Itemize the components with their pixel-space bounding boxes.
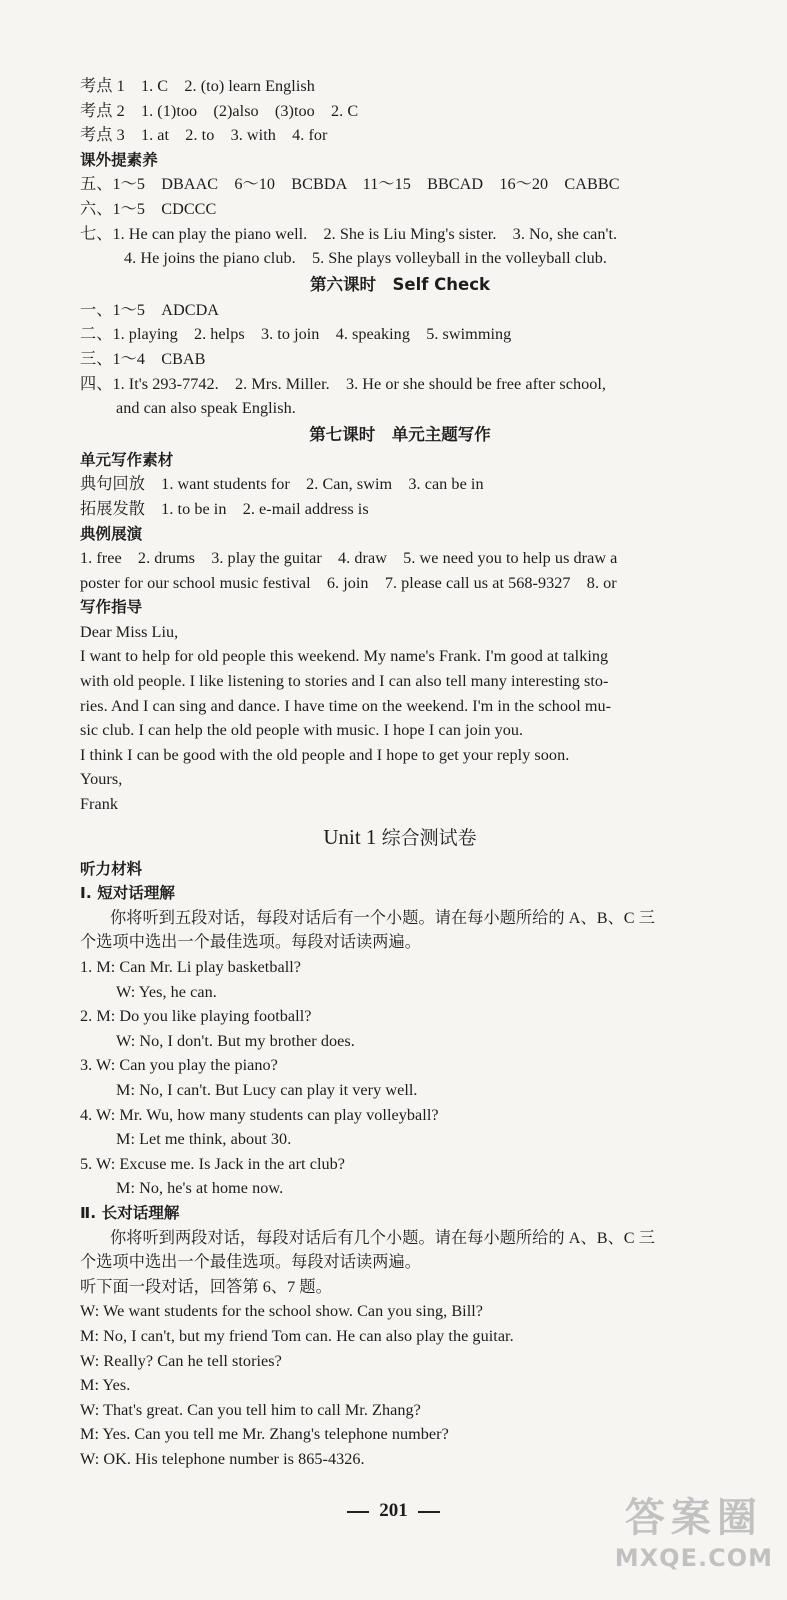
text-line: 1. free 2. drums 3. play the guitar 4. draw 5. we need you to help us draw a: [80, 549, 618, 568]
text-line: W: OK. His telephone number is 865-4326.: [80, 1449, 365, 1468]
text-line: 个选项中选出一个最佳选项。每段对话读两遍。: [80, 1253, 421, 1272]
text-line: 1. M: Can Mr. Li play basketball?: [80, 958, 302, 976]
text-line-indented: and can also speak English.: [116, 399, 296, 418]
text-line: Frank: [80, 795, 119, 814]
page-number-value: 201: [379, 1500, 408, 1521]
text-line: 二、1. playing 2. helps 3. to join 4. speaking 5. swimming: [80, 325, 512, 344]
text-line: 考点 1 1. C 2. (to) learn English: [80, 77, 315, 95]
watermark-logo-top: 答案圈: [624, 1495, 763, 1541]
text-line: 三、1～4 CBAB: [80, 349, 206, 368]
text-line: 一、1～5 ADCDA: [80, 300, 220, 319]
section-heading: 单元写作素材: [80, 450, 174, 469]
text-line: 七、1. He can play the piano well. 2. She is Liu Ming's sister. 3. No, she can't.: [80, 224, 618, 243]
watermark-logo: [615, 1492, 773, 1572]
page-number-dash-right: [418, 1511, 440, 1513]
section-heading: 课外提素养: [80, 150, 158, 169]
text-line: W: That's great. Can you tell him to call Mr. Zhang?: [80, 1400, 421, 1419]
lesson-title: 第六课时 Self Check: [310, 274, 490, 294]
text-line: 5. W: Excuse me. Is Jack in the art club?: [80, 1154, 346, 1173]
text-line: M: Yes. Can you tell me Mr. Zhang's telephone number?: [80, 1425, 449, 1444]
text-line-indented: W: Yes, he can.: [116, 982, 217, 1001]
text-line-indented: M: Let me think, about 30.: [116, 1130, 292, 1149]
section-heading: 写作指导: [80, 598, 143, 617]
text-line: 3. W: Can you play the piano?: [80, 1056, 278, 1075]
text-line: 考点 2 1. (1)too (2)also (3)too 2. C: [80, 101, 359, 120]
text-line: W: Really? Can he tell stories?: [80, 1351, 282, 1370]
text-line-indented: M: No, I can't. But Lucy can play it very well.: [116, 1080, 418, 1099]
text-line-indented: W: No, I don't. But my brother does.: [116, 1031, 355, 1050]
unit-title: [80, 820, 720, 855]
text-line: M: Yes.: [80, 1376, 131, 1395]
section-heading: 典例展演: [80, 524, 143, 543]
text-line: 五、1～5 DBAAC 6～10 BCBDA 11～15 BBCAD 16～20 CABBC: [80, 175, 620, 194]
text-line: 四、1. It's 293-7742. 2. Mrs. Miller. 3. He or she should be free after school,: [80, 374, 607, 393]
text-line: 听下面一段对话，回答第 6、7 题。: [80, 1277, 332, 1296]
unit-title-label: Unit 1: [323, 824, 377, 849]
text-line: 4. W: Mr. Wu, how many students can play volleyball?: [80, 1105, 439, 1124]
section-heading: Ⅰ. 短对话理解: [80, 884, 175, 903]
text-line-indented: 4. He joins the piano club. 5. She plays volleyball in the volleyball club.: [124, 249, 607, 268]
answer-page: [80, 74, 720, 1471]
text-line: M: No, I can't, but my friend Tom can. He can also play the guitar.: [80, 1326, 514, 1345]
text-line: Dear Miss Liu,: [80, 622, 179, 641]
text-line: 六、1～5 CDCCC: [80, 199, 217, 218]
text-line: 个选项中选出一个最佳选项。每段对话读两遍。: [80, 933, 421, 952]
text-line: 考点 3 1. at 2. to 3. with 4. for: [80, 126, 328, 145]
text-line: I think I can be good with the old people and I hope to get your reply soon.: [80, 745, 570, 764]
text-line: 2. M: Do you like playing football?: [80, 1007, 312, 1026]
page-number-dash-left: [347, 1511, 369, 1513]
instruction-paragraph: 你将听到五段对话，每段对话后有一个小题。请在每小题所给的 A、B、C 三: [110, 908, 655, 927]
section-heading: 听力材料: [80, 859, 143, 878]
unit-title-subtitle: 综合测试卷: [381, 826, 477, 849]
watermark-logo-bottom: MXQE.COM: [614, 1544, 773, 1572]
text-line: 拓展发散 1. to be in 2. e-mail address is: [80, 499, 369, 518]
text-line: Yours,: [80, 770, 123, 789]
text-line: sic club. I can help the old people with music. I hope I can join you.: [80, 721, 524, 740]
instruction-paragraph: 你将听到两段对话，每段对话后有几个小题。请在每小题所给的 A、B、C 三: [110, 1228, 655, 1247]
text-line-indented: M: No, he's at home now.: [116, 1179, 284, 1198]
section-heading: Ⅱ. 长对话理解: [80, 1203, 180, 1222]
text-line: with old people. I like listening to stories and I can also tell many interesting sto-: [80, 672, 609, 691]
text-line: I want to help for old people this weekend. My name's Frank. I'm good at talking: [80, 647, 609, 666]
text-line: ries. And I can sing and dance. I have time on the weekend. I'm in the school mu-: [80, 696, 612, 715]
text-line: 典句回放 1. want students for 2. Can, swim 3. can be in: [80, 475, 484, 494]
lesson-title: 第七课时 单元主题写作: [309, 424, 491, 444]
text-line: W: We want students for the school show. Can you sing, Bill?: [80, 1302, 484, 1321]
text-line: poster for our school music festival 6. join 7. please call us at 568-9327 8. or: [80, 573, 617, 592]
